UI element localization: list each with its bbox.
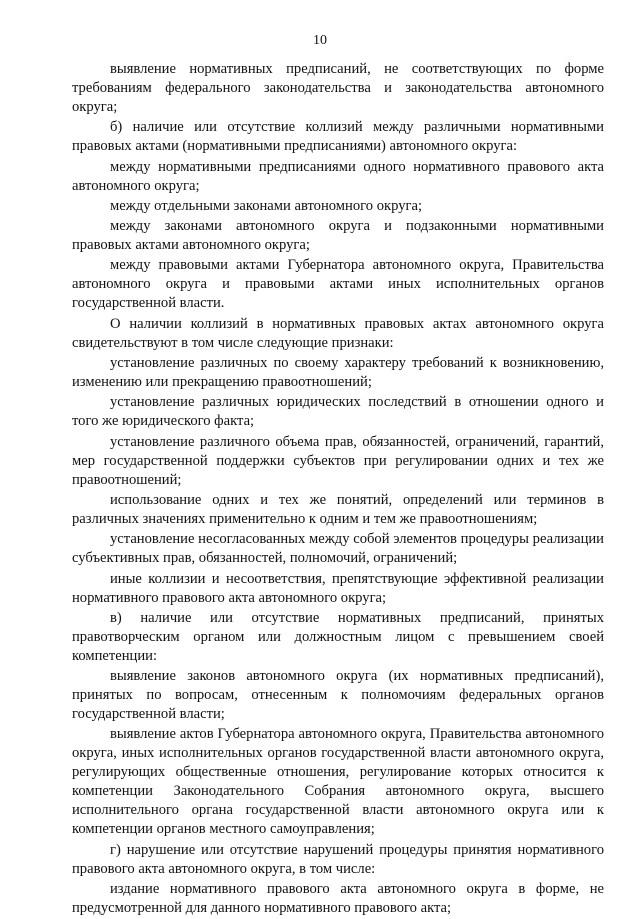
document-body [72, 60, 604, 919]
paragraph: выявление актов Губернатора автономного округа, Правительства автономного округа, иных исполнительных органов государственной власти автономного округа, регулирующих общественные отношения, регулирование которых относится к компетенции Законодательного Собрания автономного округа, высшего исполнительного органа государственной власти автономного округа или к компетенции органов местного самоуправления; [72, 726, 604, 838]
paragraph: О наличии коллизий в нормативных правовых актах автономного округа свидетельствуют в том числе следующие признаки: [72, 315, 604, 351]
paragraph: использование одних и тех же понятий, определений или терминов в различных значениях применительно к одним и тем же правоотношениям; [72, 491, 604, 527]
paragraph: выявление законов автономного округа (их нормативных предписаний), принятых по вопросам, отнесенным к полномочиям федеральных органов государственной власти; [72, 668, 604, 723]
paragraph: между нормативными предписаниями одного нормативного правового акта автономного округа; [72, 158, 604, 194]
paragraph: между законами автономного округа и подзаконными нормативными правовых актами автономного округа; [72, 218, 604, 254]
paragraph: установление несогласованных между собой элементов процедуры реализации субъективных прав, обязанностей, полномочий, ограничений; [72, 531, 604, 567]
paragraph: установление различных юридических последствий в отношении одного и того же юридического факта; [72, 394, 604, 430]
page-number: 10 [313, 33, 327, 48]
paragraph: иные коллизии и несоответствия, препятствующие эффективной реализации нормативного правового акта автономного округа; [72, 570, 604, 606]
paragraph: выявление нормативных предписаний, не соответствующих по форме требованиям федерального законодательства и законодательства автономного округа; [72, 61, 604, 115]
paragraph: между отдельными законами автономного округа; [110, 197, 423, 214]
paragraph: установление различного объема прав, обязанностей, ограничений, гарантий, мер государственной поддержки субъектов при регулировании одних и тех же правоотношений; [72, 433, 604, 488]
paragraph: издание нормативного правового акта автономного округа в форме, не предусмотренной для данного нормативного правового акта; [72, 881, 604, 917]
paragraph: б) наличие или отсутствие коллизий между различными нормативными правовых актами (нормативными предписаниями) автономного округа: [72, 119, 604, 155]
paragraph: между правовыми актами Губернатора автономного округа, Правительства автономного округа и правовыми актами иных исполнительных органов государственной власти. [72, 257, 604, 312]
paragraph: установление различных по своему характеру требований к возникновению, изменению или прекращению правоотношений; [72, 355, 604, 391]
paragraph: г) нарушение или отсутствие нарушений процедуры принятия нормативного правового акта автономного округа, в том числе: [72, 841, 604, 877]
paragraph: в) наличие или отсутствие нормативных предписаний, принятых правотворческим органом или должностным лицом с превышением своей компетенции: [72, 609, 604, 664]
